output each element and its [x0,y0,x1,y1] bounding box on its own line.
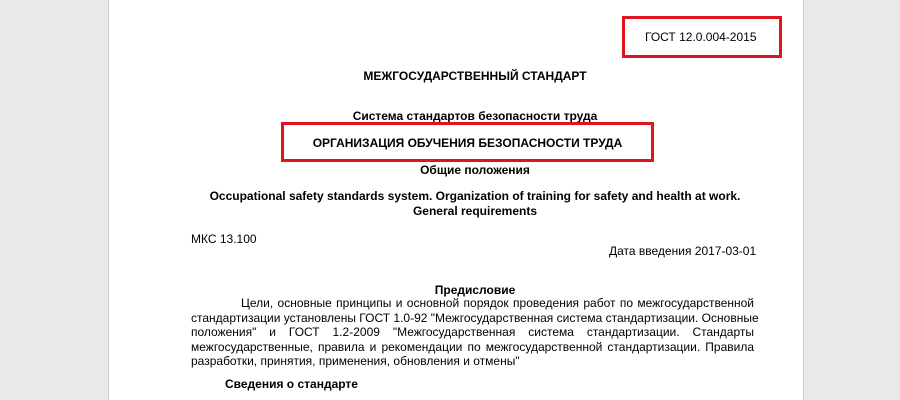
document-code: ГОСТ 12.0.004-2015 [645,30,757,44]
english-title-line-2: General requirements [412,204,538,218]
standards-system: Система стандартов безопасности труда [352,109,598,123]
document-subtitle: Общие положения [420,163,530,177]
document-page [108,0,804,400]
standard-info-heading: Сведения о стандарте [225,377,358,391]
standard-type: МЕЖГОСУДАРСТВЕННЫЙ СТАНДАРТ [363,69,587,83]
foreword-paragraph [191,296,759,369]
foreword-line: Цели, основные принципы и основной порядок проведения работ по межгосударственной [241,296,754,310]
english-title-line-1: Occupational safety standards system. Organization of training for safety and health at work. [209,189,741,203]
foreword-heading: Предисловие [434,283,516,297]
mks-code: МКС 13.100 [191,232,257,246]
foreword-line: разработки, принятия, применения, обновления и отмены" [191,354,520,369]
foreword-line: межгосударственные, правила и рекомендации по межгосударственной стандартизации. Правила [191,339,754,354]
document-title: ОРГАНИЗАЦИЯ ОБУЧЕНИЯ БЕЗОПАСНОСТИ ТРУДА [312,136,623,150]
foreword-line: стандартизации установлены ГОСТ 1.0-92 "Межгосударственная система стандартизации. Основные [191,310,759,325]
foreword-line: положения" и ГОСТ 1.2-2009 "Межгосударственная система стандартизации. Стандарты [191,325,754,340]
introduction-date: Дата введения 2017-03-01 [609,244,757,258]
